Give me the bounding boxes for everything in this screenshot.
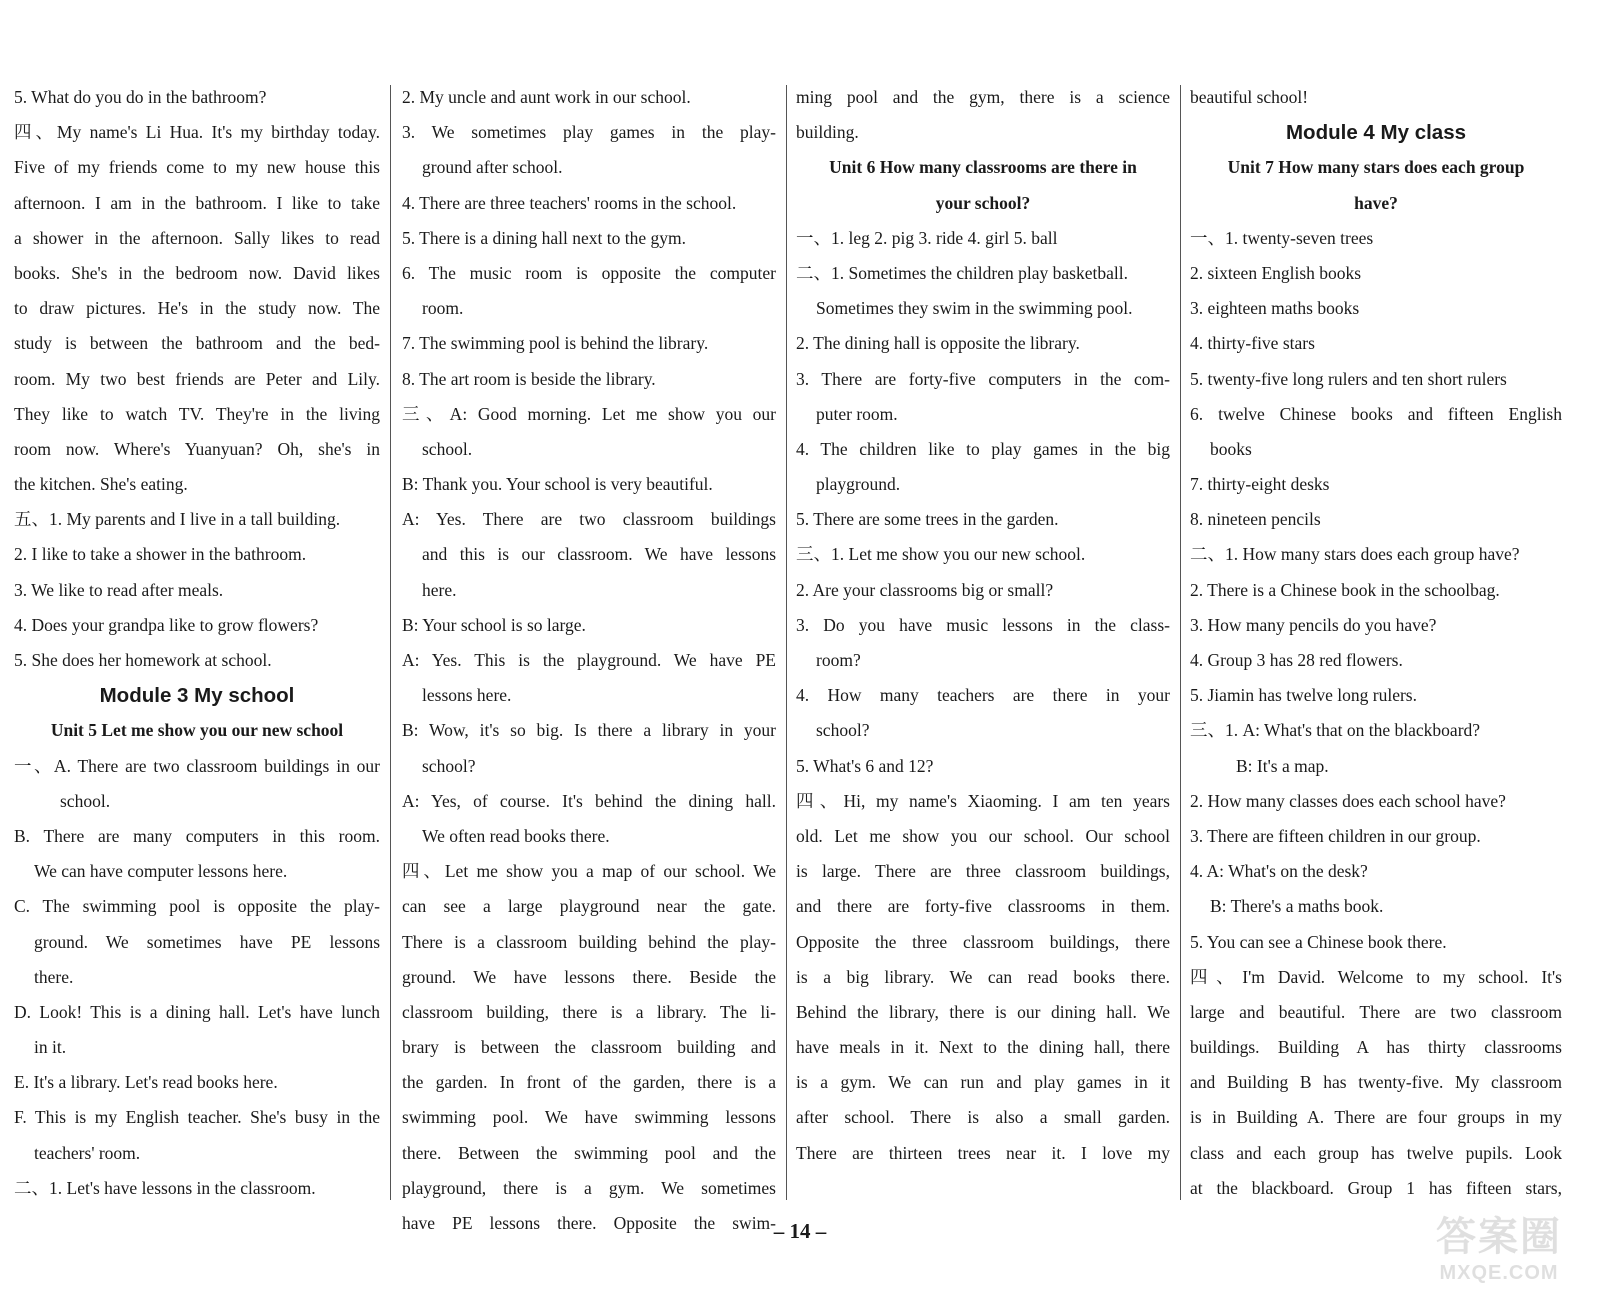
- text-line: Opposite the three classroom buildings, there: [796, 931, 1170, 952]
- text-line: is in Building A. There are four groups in my: [1190, 1107, 1562, 1128]
- text-line: school.: [60, 790, 111, 811]
- text-line: 一、1. leg 2. pig 3. ride 4. girl 5. ball: [796, 227, 1058, 248]
- text-line: can see a large playground near the gate.: [402, 896, 776, 917]
- text-line: 3. We sometimes play games in the play-: [402, 122, 776, 143]
- text-line: 5. twenty-five long rulers and ten short rulers: [1190, 368, 1507, 389]
- text-line: large and beautiful. There are two classroom: [1190, 1001, 1562, 1022]
- text-line: 7. thirty-eight desks: [1190, 474, 1330, 495]
- unit-heading: Unit 6 How many classrooms are there in: [829, 157, 1137, 178]
- text-line: We can have computer lessons here.: [34, 861, 288, 882]
- text-line: 2. There is a Chinese book in the schoolbag.: [1190, 579, 1500, 600]
- text-line: Five of my friends come to my new house this: [14, 157, 380, 178]
- unit-heading: have?: [1354, 192, 1398, 213]
- text-line: There is a classroom building behind the play-: [402, 931, 776, 952]
- text-line: room?: [816, 650, 861, 670]
- text-line: 5. You can see a Chinese book there.: [1190, 931, 1447, 952]
- text-line: books. She's in the bedroom now. David likes: [14, 262, 380, 283]
- text-line: 四、I'm David. Welcome to my school. It's: [1190, 966, 1562, 987]
- text-line: B: It's a map.: [1236, 755, 1329, 776]
- text-line: beautiful school!: [1190, 87, 1309, 107]
- text-line: school?: [422, 755, 476, 776]
- text-line: 4. A: What's on the desk?: [1190, 861, 1368, 882]
- text-line: F. This is my English teacher. She's busy in the: [14, 1107, 380, 1128]
- text-line: the kitchen. She's eating.: [14, 474, 188, 495]
- column-divider: [1180, 85, 1181, 1200]
- text-line: 6. twelve Chinese books and fifteen English: [1190, 403, 1562, 424]
- text-line: 2. sixteen English books: [1190, 262, 1362, 283]
- text-line: brary is between the classroom building and: [402, 1037, 776, 1058]
- text-line: They like to watch TV. They're in the living: [14, 403, 380, 424]
- text-line: is a gym. We can run and play games in it: [796, 1072, 1170, 1093]
- text-line: 三、1. Let me show you our new school.: [796, 544, 1086, 565]
- text-line: at the blackboard. Group 1 has fifteen stars,: [1190, 1177, 1562, 1198]
- column-2: [402, 80, 776, 1233]
- text-line: 2. How many classes does each school have?: [1190, 790, 1506, 811]
- text-line: afternoon. I am in the bathroom. I like to take: [14, 192, 380, 213]
- text-line: 6. The music room is opposite the computer: [402, 262, 776, 283]
- text-line: 四、Hi, my name's Xiaoming. I am ten years: [796, 790, 1170, 811]
- text-line: to draw pictures. He's in the study now. The: [14, 298, 380, 319]
- text-line: there.: [34, 966, 74, 987]
- text-line: 4. There are three teachers' rooms in the school.: [402, 192, 737, 213]
- text-line: 3. eighteen maths books: [1190, 298, 1360, 319]
- text-line: Behind the library, there is our dining hall. We: [796, 1001, 1170, 1022]
- text-line: playground.: [816, 474, 901, 495]
- text-line: A: Yes, of course. It's behind the dining hall.: [402, 790, 776, 811]
- text-line: B. There are many computers in this room.: [14, 825, 380, 846]
- text-line: We often read books there.: [422, 825, 610, 846]
- text-line: school?: [816, 720, 870, 741]
- text-line: 3. We like to read after meals.: [14, 579, 224, 600]
- text-line: 二、1. Sometimes the children play basketball.: [796, 262, 1128, 283]
- text-line: room.: [422, 298, 464, 319]
- text-line: C. The swimming pool is opposite the play-: [14, 896, 380, 917]
- page-number: – 14 –: [773, 1219, 827, 1243]
- column-divider: [390, 85, 391, 1200]
- text-line: and this is our classroom. We have lessons: [422, 544, 776, 565]
- text-line: class and each group has twelve pupils. Look: [1190, 1142, 1562, 1163]
- text-line: 4. How many teachers are there in your: [796, 685, 1170, 706]
- text-line: room. My two best friends are Peter and Lily.: [14, 368, 380, 389]
- text-line: 2. My uncle and aunt work in our school.: [402, 87, 691, 107]
- text-line: after school. There is also a small garden.: [796, 1107, 1170, 1128]
- text-line: 8. nineteen pencils: [1190, 509, 1321, 530]
- text-line: school.: [422, 438, 473, 459]
- column-3: [796, 80, 1170, 1210]
- text-line: classroom building, there is a library. The li-: [402, 1001, 776, 1022]
- text-line: is large. There are three classroom buildings,: [796, 861, 1170, 882]
- column-divider: [786, 85, 787, 1200]
- watermark-logo: [1436, 1205, 1562, 1285]
- text-line: 2. The dining hall is opposite the library.: [796, 333, 1080, 354]
- text-line: 3. There are forty-five computers in the com-: [796, 368, 1170, 389]
- text-line: 三、1. A: What's that on the blackboard?: [1190, 720, 1481, 741]
- text-line: 7. The swimming pool is behind the library.: [402, 333, 709, 354]
- text-line: 三、A: Good morning. Let me show you our: [402, 403, 776, 424]
- text-line: a shower in the afternoon. Sally likes to read: [14, 227, 380, 248]
- text-line: ground after school.: [422, 157, 563, 178]
- text-line: D. Look! This is a dining hall. Let's have lunch: [14, 1001, 380, 1022]
- text-line: puter room.: [816, 403, 898, 424]
- text-line: 二、1. How many stars does each group have?: [1190, 544, 1520, 565]
- text-line: B: Your school is so large.: [402, 614, 586, 635]
- text-line: 5. She does her homework at school.: [14, 650, 272, 670]
- module-heading: Module 3 My school: [99, 684, 295, 708]
- text-line: B: Thank you. Your school is very beautiful.: [402, 474, 713, 495]
- text-line: 5. What do you do in the bathroom?: [14, 87, 267, 107]
- text-line: have meals in it. Next to the dining hall, there: [796, 1037, 1170, 1058]
- text-line: 3. There are fifteen children in our group.: [1190, 825, 1481, 846]
- text-line: ground. We have lessons there. Beside the: [402, 966, 776, 987]
- text-line: buildings. Building A has thirty classrooms: [1190, 1037, 1562, 1058]
- text-line: 2. Are your classrooms big or small?: [796, 579, 1054, 600]
- text-line: 5. There are some trees in the garden.: [796, 509, 1059, 530]
- text-line: room now. Where's Yuanyuan? Oh, she's in: [14, 438, 380, 459]
- text-line: the garden. In front of the garden, there is a: [402, 1072, 776, 1093]
- text-line: books: [1210, 438, 1252, 459]
- text-line: 4. thirty-five stars: [1190, 333, 1315, 354]
- text-line: 3. Do you have music lessons in the class-: [796, 614, 1170, 635]
- text-line: swimming pool. We have swimming lessons: [402, 1107, 776, 1128]
- text-line: playground, there is a gym. We sometimes: [402, 1177, 776, 1198]
- text-line: ground. We sometimes have PE lessons: [34, 931, 380, 952]
- text-line: 二、1. Let's have lessons in the classroom.: [14, 1177, 316, 1198]
- text-line: 四、Let me show you a map of our school. We: [402, 861, 776, 882]
- text-line: A: Yes. There are two classroom buildings: [402, 509, 776, 530]
- column-4: [1190, 80, 1562, 1210]
- text-line: 一、A. There are two classroom buildings in our: [14, 755, 380, 776]
- text-line: 5. Jiamin has twelve long rulers.: [1190, 685, 1417, 706]
- text-line: ming pool and the gym, there is a science: [796, 87, 1170, 107]
- text-line: there. Between the swimming pool and the: [402, 1142, 776, 1163]
- text-line: study is between the bathroom and the bed-: [14, 333, 380, 354]
- text-line: teachers' room.: [34, 1142, 141, 1163]
- text-line: and Building B has twenty-five. My classroom: [1190, 1072, 1562, 1093]
- unit-heading: Unit 7 How many stars does each group: [1227, 157, 1525, 178]
- watermark-text: 答案圈: [1436, 1215, 1562, 1259]
- text-line: 4. The children like to play games in the big: [796, 438, 1170, 459]
- text-line: here.: [422, 579, 457, 600]
- text-line: Sometimes they swim in the swimming pool.: [816, 298, 1133, 319]
- text-line: There are thirteen trees near it. I love my: [796, 1142, 1170, 1163]
- text-line: have PE lessons there. Opposite the swim-: [402, 1213, 776, 1233]
- text-line: 四、My name's Li Hua. It's my birthday today.: [14, 122, 380, 143]
- text-line: 一、1. twenty-seven trees: [1190, 227, 1374, 248]
- text-line: 3. How many pencils do you have?: [1190, 614, 1437, 635]
- text-line: 8. The art room is beside the library.: [402, 368, 656, 389]
- unit-heading: your school?: [935, 192, 1031, 213]
- module-heading: Module 4 My class: [1285, 121, 1466, 145]
- text-line: lessons here.: [422, 685, 512, 706]
- text-line: 4. Does your grandpa like to grow flowers?: [14, 614, 319, 635]
- text-line: 2. I like to take a shower in the bathroom.: [14, 544, 307, 565]
- watermark-url: MXQE.COM: [1439, 1262, 1559, 1284]
- text-line: E. It's a library. Let's read books here.: [14, 1072, 278, 1093]
- unit-heading: Unit 5 Let me show you our new school: [50, 720, 344, 741]
- column-1: [14, 80, 380, 1210]
- text-line: 4. Group 3 has 28 red flowers.: [1190, 650, 1403, 670]
- text-line: B: There's a maths book.: [1210, 896, 1384, 917]
- text-line: old. Let me show you our school. Our school: [796, 825, 1170, 846]
- text-line: in it.: [34, 1037, 67, 1058]
- text-line: 5. There is a dining hall next to the gym.: [402, 227, 686, 248]
- text-line: 五、1. My parents and I live in a tall building.: [14, 509, 341, 530]
- text-line: is a big library. We can read books there.: [796, 966, 1170, 987]
- text-line: building.: [796, 122, 859, 143]
- text-line: and there are forty-five classrooms in them.: [796, 896, 1170, 917]
- text-line: 5. What's 6 and 12?: [796, 755, 934, 776]
- text-line: A: Yes. This is the playground. We have PE: [402, 650, 776, 670]
- text-line: B: Wow, it's so big. Is there a library in your: [402, 720, 776, 741]
